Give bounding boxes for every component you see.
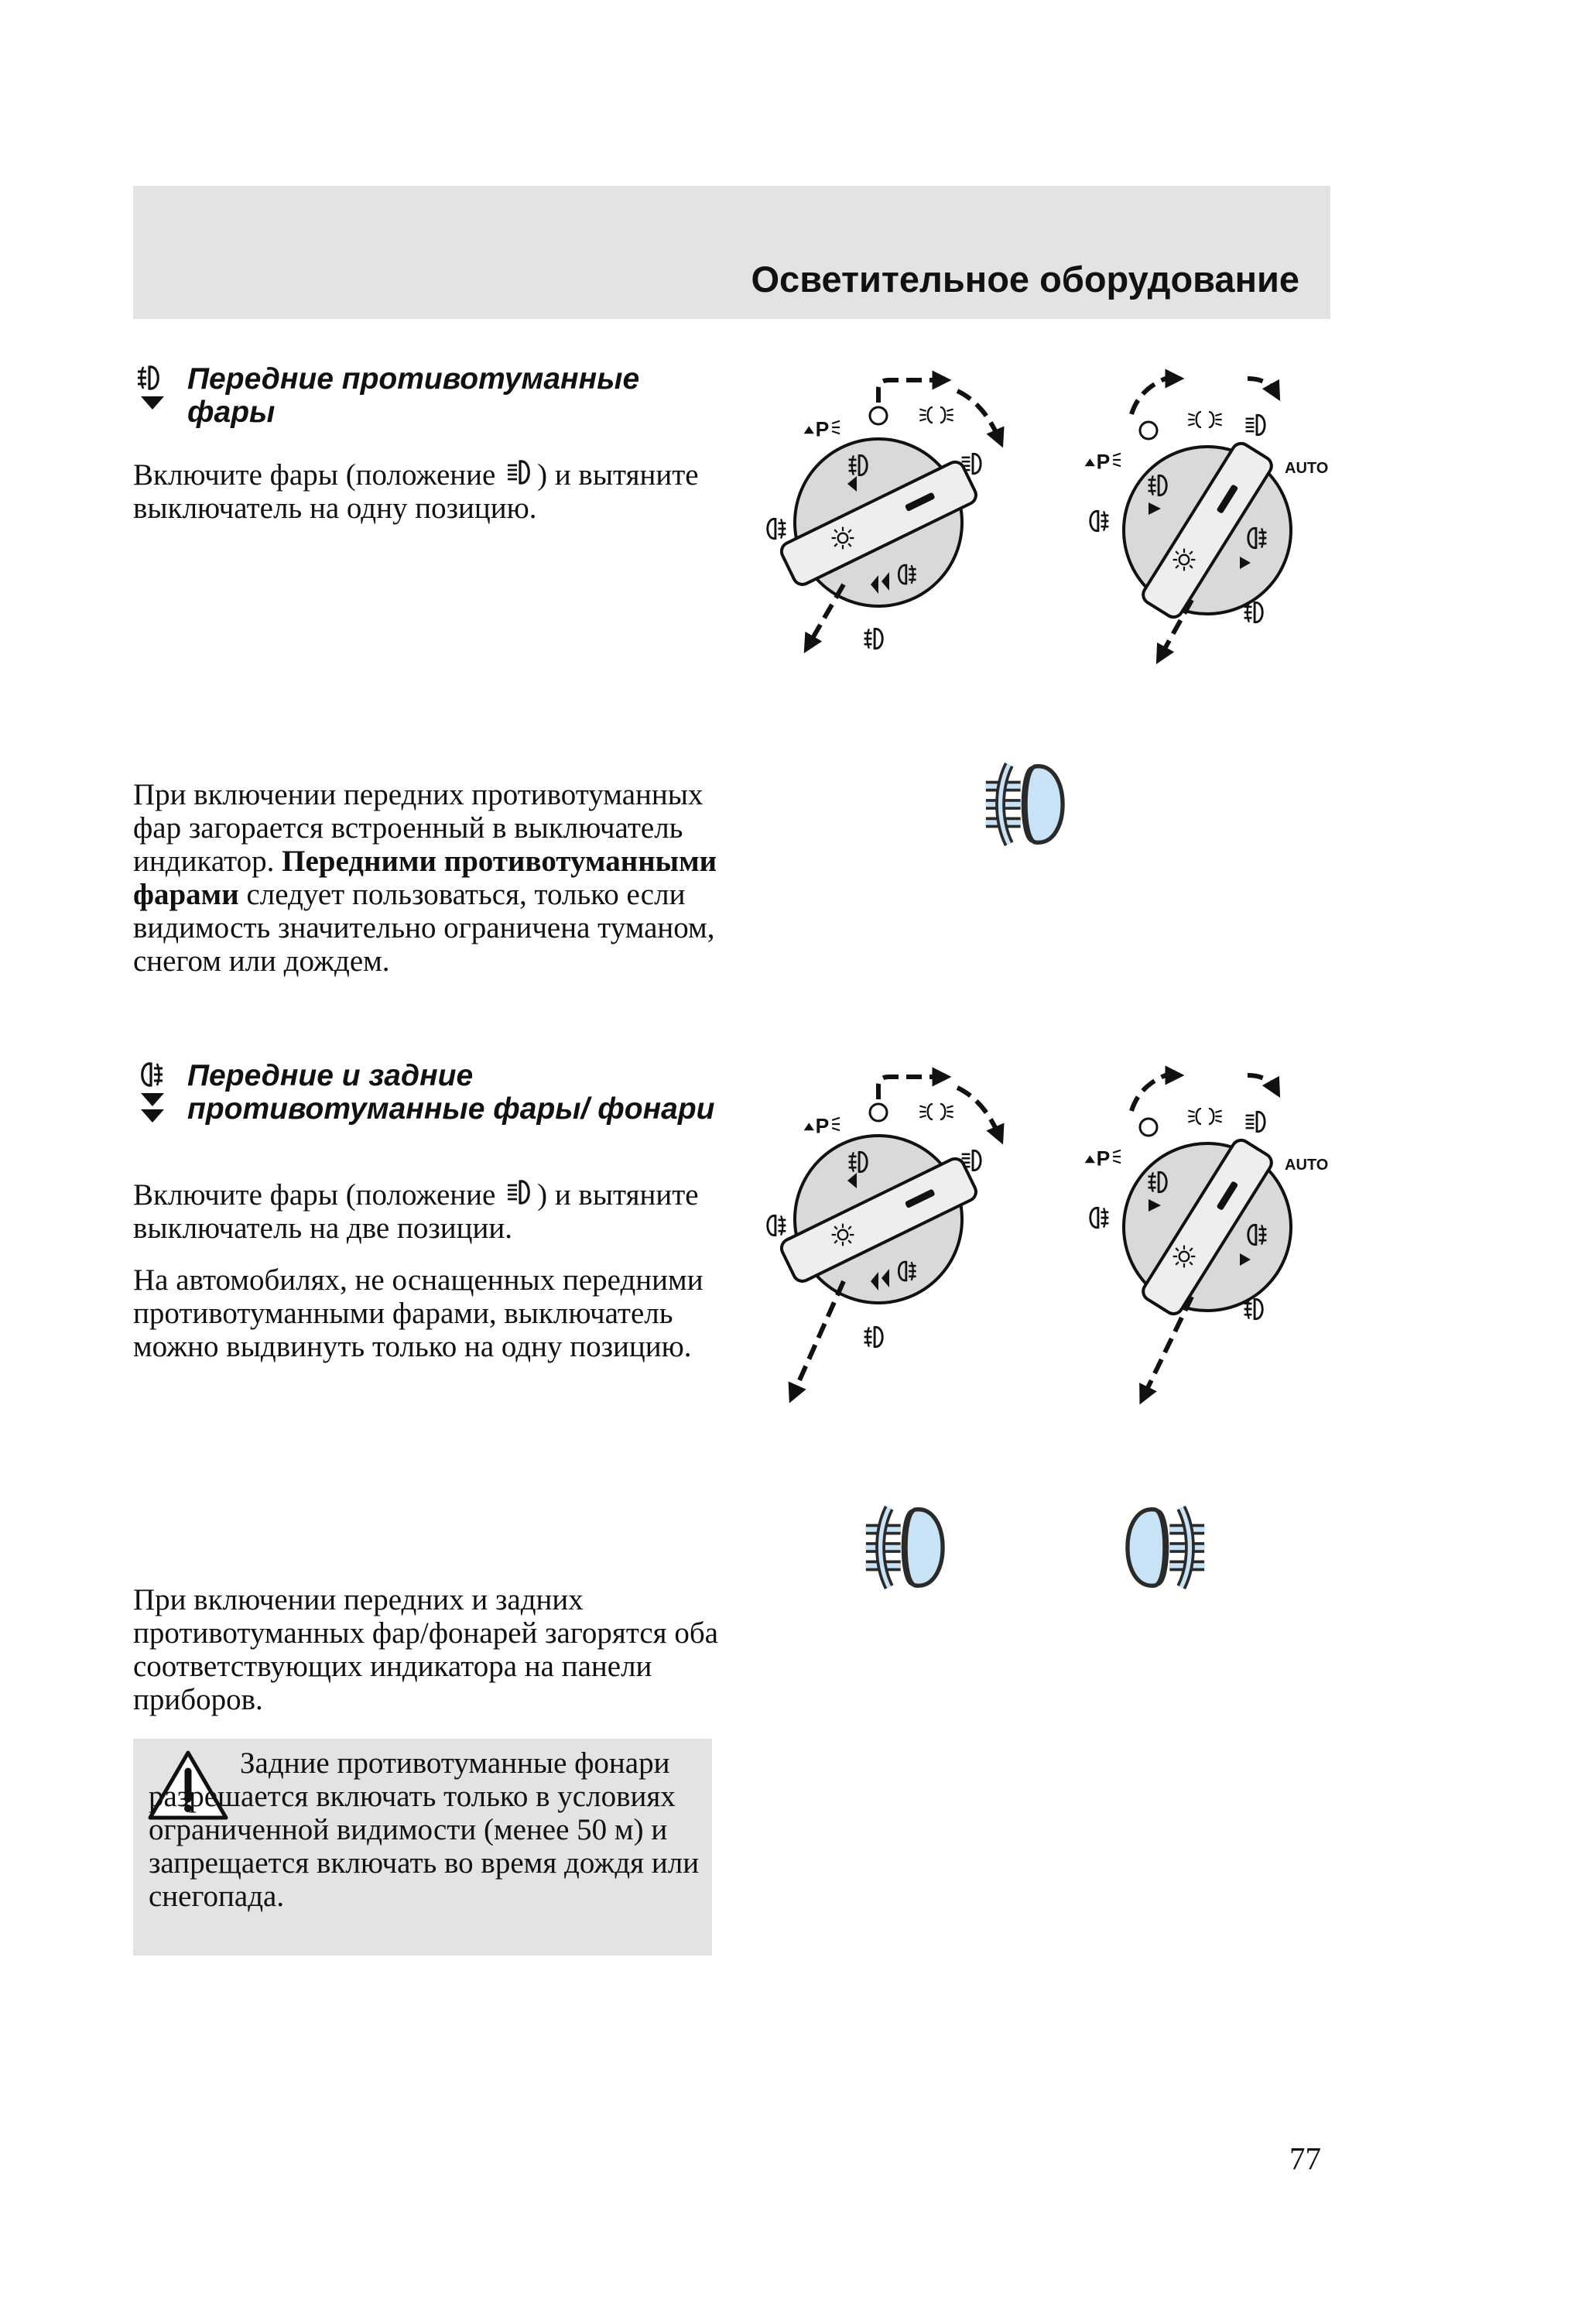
instruction-paragraph: Включите фары (положение ) и вытяните выключатель на одну позицию. <box>133 458 699 525</box>
headlamp-icon <box>505 457 536 488</box>
rear-fog-indicator-icon <box>1095 1498 1211 1597</box>
fog-indicator-icon <box>979 755 1095 854</box>
headlamp-icon <box>505 1177 536 1208</box>
warning-text: Задние противотуманные фонари разрешается включать только в условиях ограниченной видимости (менее 50 м) и запрещается включать во время дождя или снегопада. <box>149 1746 700 1913</box>
pull-arrow-icon <box>141 1093 164 1106</box>
light-switch-auto-diagram <box>1083 1049 1347 1421</box>
section-heading-front-fog <box>133 362 721 429</box>
auto-label: AUTO <box>1285 460 1329 477</box>
front-fog-icon <box>133 362 167 393</box>
page-number: 77 <box>1289 2141 1321 2176</box>
rear-fog-icon <box>133 1059 167 1090</box>
section-title: Передние противотуманные фары <box>187 362 640 429</box>
auto-label: AUTO <box>1285 1157 1329 1174</box>
light-switch-diagram <box>755 1049 1018 1421</box>
light-switch-auto-diagram <box>1083 352 1347 677</box>
note-paragraph: На автомобилях, не оснащенных передними противотуманными фарами, выключатель можно выдвинуть только на одну позицию. <box>133 1263 703 1363</box>
section-heading-front-rear-fog <box>133 1059 721 1126</box>
fog-indicator-icon <box>859 1498 975 1597</box>
pull-arrow-icon <box>141 1109 164 1123</box>
warning-box <box>133 1739 712 1956</box>
instruction-paragraph: Включите фары (положение ) и вытяните выключатель на две позиции. <box>133 1178 699 1245</box>
section-title: Передние и задние противотуманные фары/ фонари <box>187 1059 715 1126</box>
page-title: Осветительное оборудование <box>751 259 1299 300</box>
indicator-paragraph: При включении передних и задних противотуманных фар/фонарей загорятся оба соответствующих индикатора на панели приборов. <box>133 1583 718 1716</box>
light-switch-diagram <box>755 352 1018 677</box>
header-band <box>133 186 1330 319</box>
description-paragraph: При включении передних противотуманных фар загорается встроенный в выключатель индикатор. Передними противотуманными фарами следует пользоваться, только если видимость значительно ограничена туманом, снегом или дождем. <box>133 778 717 978</box>
pull-arrow-icon <box>141 396 164 410</box>
